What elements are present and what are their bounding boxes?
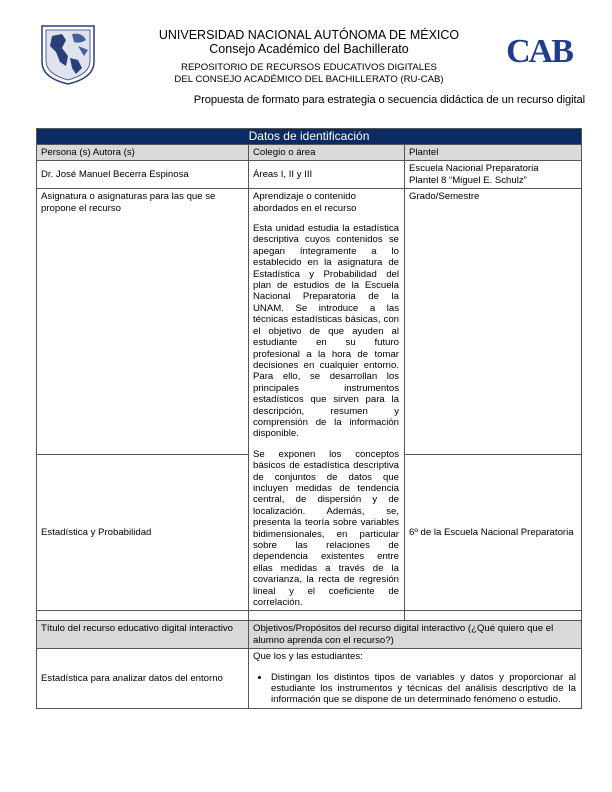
titulo-value: Estadística para analizar datos del entorno (37, 649, 249, 709)
objetivos-cell (249, 649, 582, 709)
identification-table (36, 128, 582, 709)
unam-seal-logo (38, 22, 98, 86)
plantel-value (405, 161, 582, 189)
grado-value: 6º de la Escuela Nacional Preparatoria (405, 454, 582, 611)
col-plantel-header: Plantel (405, 145, 582, 161)
titulo-label: Título del recurso educativo digital interactivo (37, 621, 249, 649)
repository-name: REPOSITORIO DE RECURSOS EDUCATIVOS DIGITALES (181, 62, 437, 73)
plantel-line-2: Plantel 8 “Miguel E. Schulz” (409, 174, 527, 186)
section-title: Datos de identificación (37, 129, 582, 145)
aprendizaje-paragraph-2: Se exponen los conceptos básicos de estadística descriptiva de conjuntos de datos que incluyen medidas de tendencia central, de dispersión y de localización. Además, se, presenta la teoría sobre variables bidimensionales, en particular sobre las relaciones de dependencia existentes entre ellas medidas a través de la covarianza, la recta de regresión lineal y el coeficiente de correlación. (253, 448, 399, 609)
asignatura-label: Asignatura o asignaturas para las que se propone el recurso (37, 189, 249, 455)
empty-cell (37, 611, 249, 621)
document-subtitle: Propuesta de formato para estrategia o secuencia didáctica de un recurso digital (193, 94, 585, 106)
empty-cell (405, 611, 582, 621)
aprendizaje-paragraph-1: Esta unidad estudia la estadística descriptiva cuyos contenidos se apegan íntegramente a lo establecido en la asignatura de Estadística y Probabilidad del plan de estudios de la Escuela Nacional Preparatoria de la UNAM. Se introduce a las técnicas estadísticas básicas, con el objetivo de que ayuden al estudiante en su futuro profesional a la hora de tomar decisiones en cualquier entorno. Para ello, se desarrollan los principales instrumentos estadísticos que sirven para la descripción, resumen y comprensión de la información disponible. (253, 223, 399, 440)
col-area-header: Colegio o área (249, 145, 405, 161)
cab-logo-text: CAB (506, 33, 572, 66)
objetivos-intro: Que los y las estudiantes: (253, 651, 363, 663)
col-author-header: Persona (s) Autora (s) (37, 145, 249, 161)
aprendizaje-cell (249, 189, 405, 611)
area-value: Áreas I, II y III (249, 161, 405, 189)
council-name: Consejo Académico del Bachillerato (209, 42, 409, 56)
university-name: UNIVERSIDAD NACIONAL AUTÓNOMA DE MÉXICO (158, 28, 460, 42)
objetivos-list (253, 672, 576, 706)
cab-logo (503, 32, 575, 66)
author-value: Dr. José Manuel Becerra Espinosa (37, 161, 249, 189)
grado-label: Grado/Semestre (405, 189, 582, 455)
objetivos-bullet: • Distingan los distintos tipos de variables y datos y proporcionar al estudiante los instrumentos y técnicas del análisis descriptivo de la información que se dispone de un determinado fenómeno o estudio. (270, 672, 576, 706)
empty-cell (249, 611, 405, 621)
objetivos-label: Objetivos/Propósitos del recurso digital interactivo (¿Qué quiero que el alumno aprenda con el recurso?) (249, 621, 582, 649)
aprendizaje-label: Aprendizaje o contenido abordados en el recurso (253, 191, 357, 214)
plantel-line-1: Escuela Nacional Preparatoria (409, 163, 539, 175)
asignatura-value: Estadística y Probabilidad (37, 454, 249, 611)
repository-name-2: DEL CONSEJO ACADÉMICO DEL BACHILLERATO (RU-CAB) (174, 74, 444, 85)
